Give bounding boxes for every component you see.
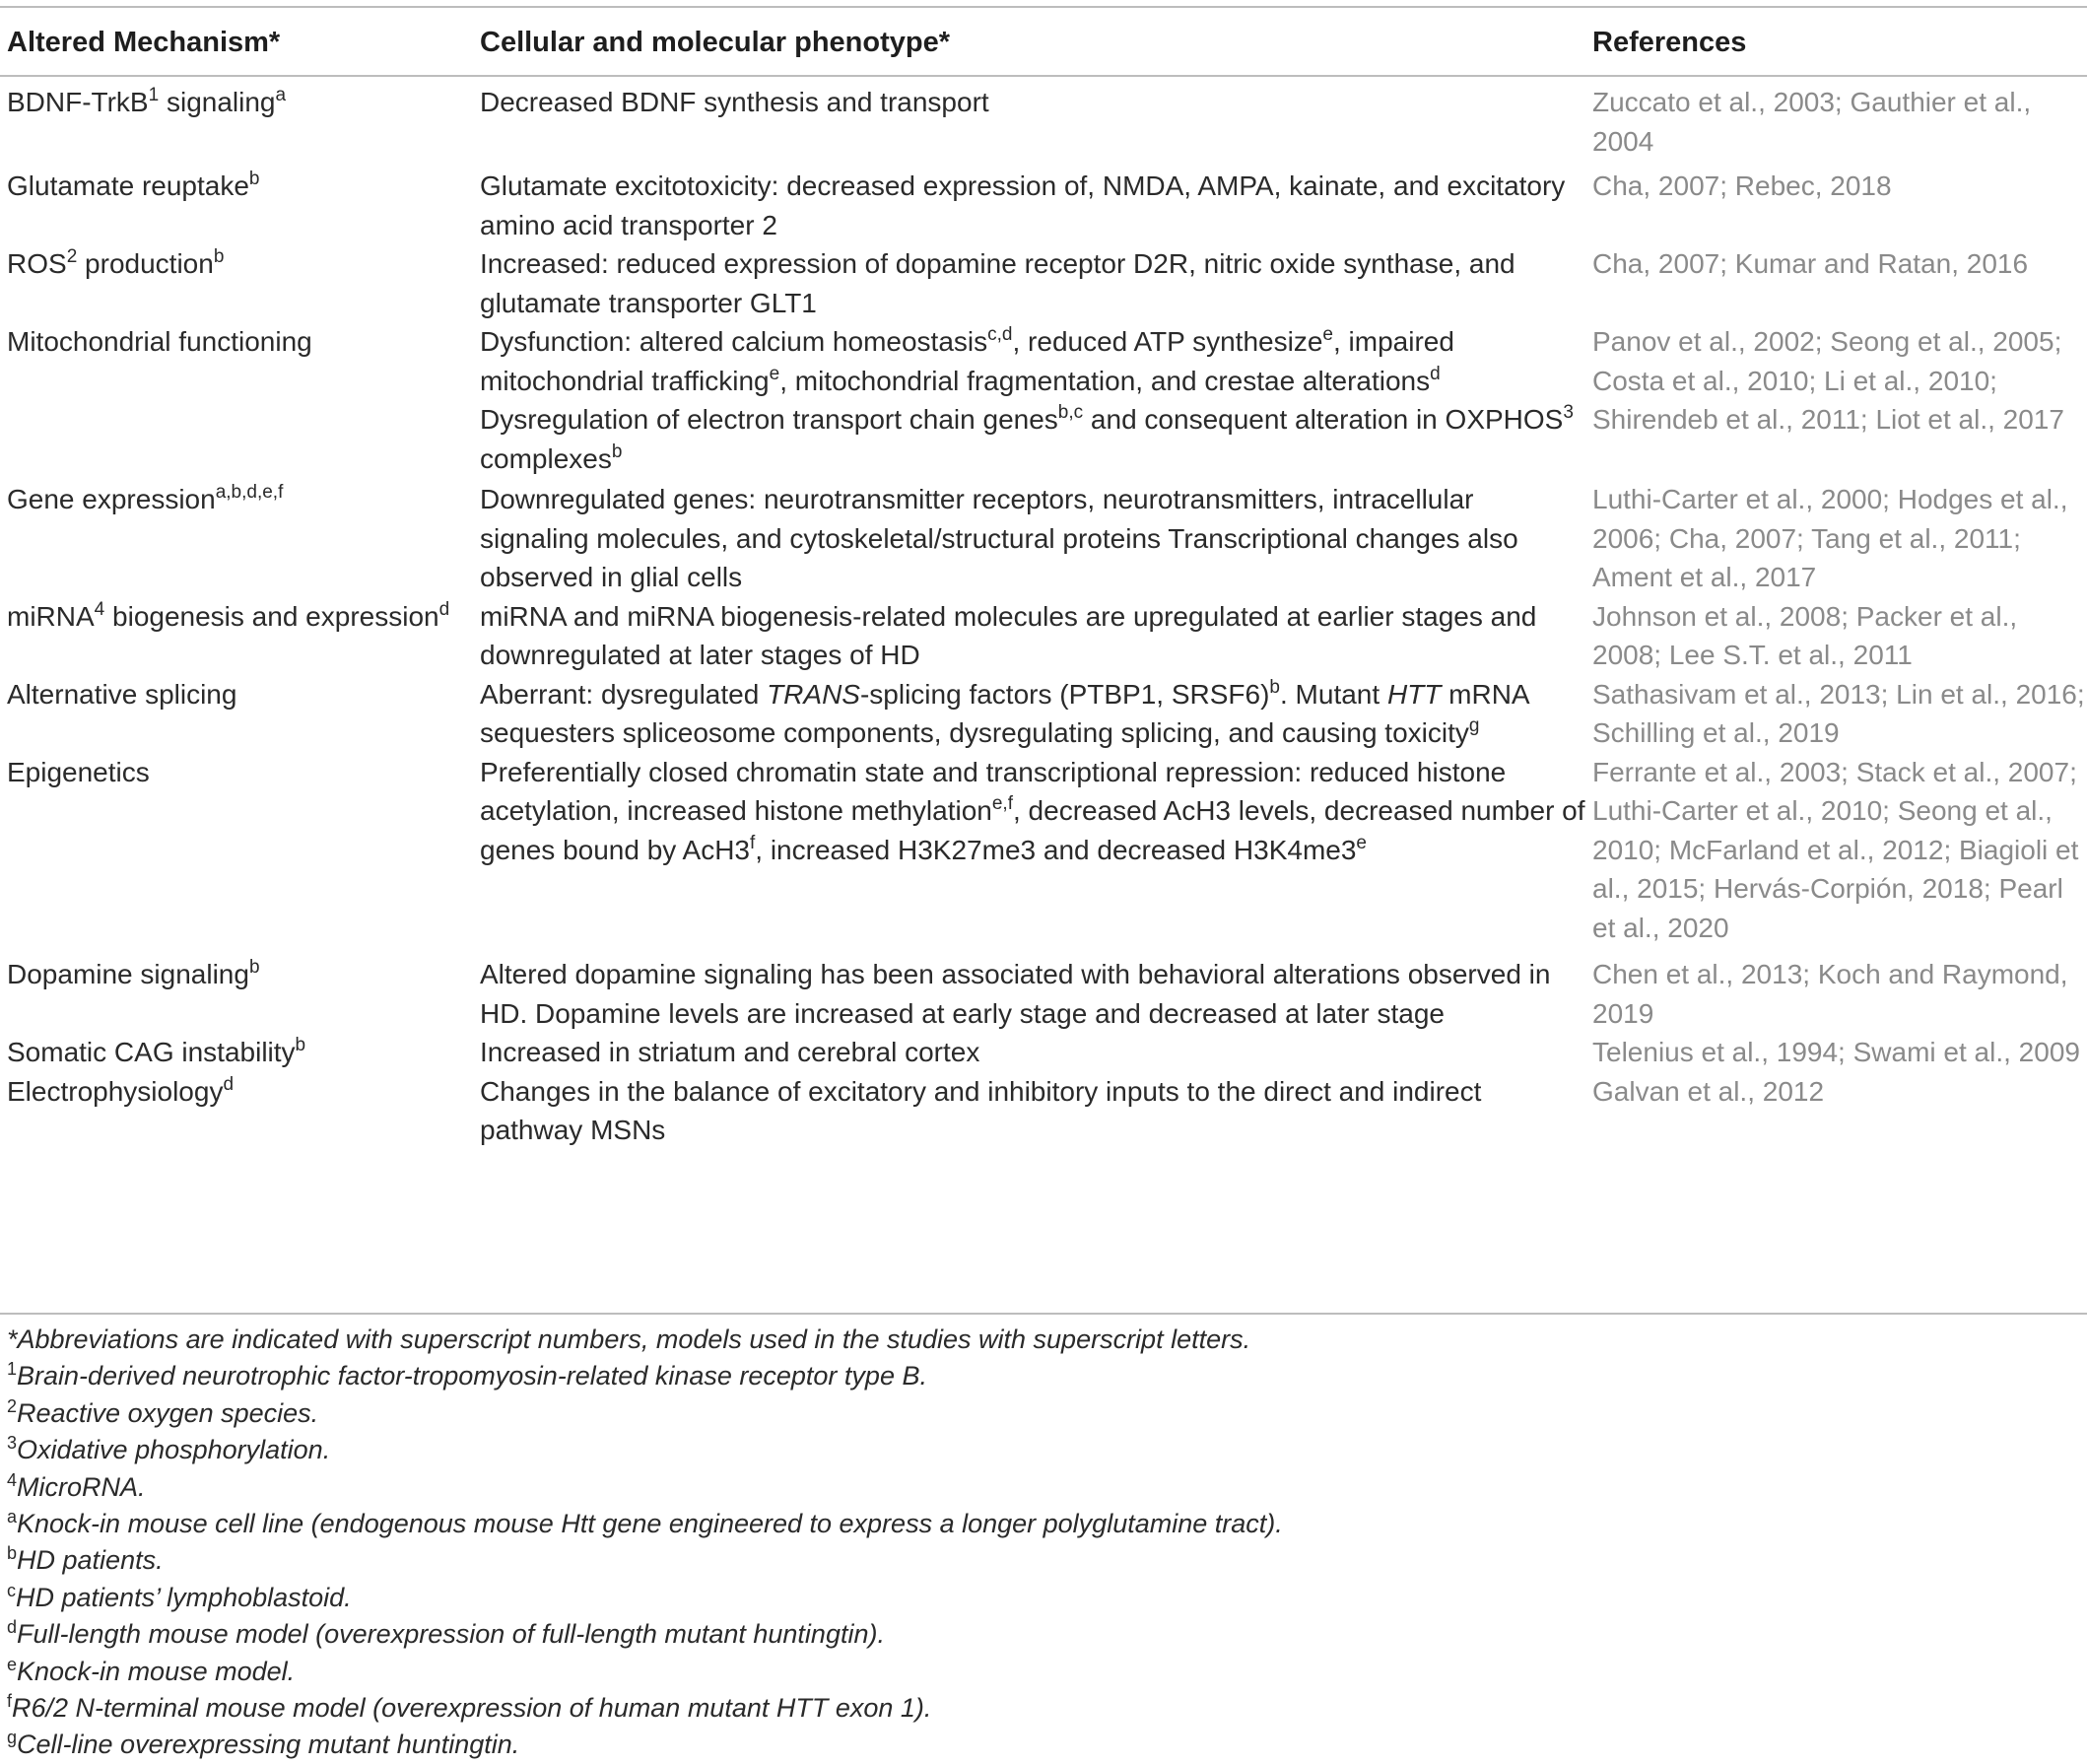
footnote [7, 1395, 2076, 1432]
footnote [7, 1322, 2076, 1358]
header-mechanism: Altered Mechanism* [7, 26, 281, 58]
cell-phenotype: Increased in striatum and cerebral cortex [480, 1037, 980, 1067]
footnote-text: Cell-line overexpressing mutant huntingtin. [17, 1730, 520, 1760]
table-row [0, 244, 2087, 322]
table-footnotes [7, 1322, 2076, 1764]
cell-mechanism: Gene expression$^{a,b,d,e,f}$ [7, 482, 284, 514]
table-row [0, 73, 2087, 167]
cell-references: Cha, 2007; Kumar and Ratan, 2016 [1592, 248, 2029, 279]
cell-phenotype: Changes in the balance of excitatory and inhibitory inputs to the direct and indirect pathway MSNs [480, 1075, 1482, 1145]
footnote-text: Brain-derived neurotrophic factor-tropomyosin-related kinase receptor type B. [17, 1361, 927, 1391]
cell-references: Telenius et al., 1994; Swami et al., 2009 [1592, 1037, 2080, 1067]
table-header-row [0, 12, 2087, 73]
cell-references: Zuccato et al., 2003; Gauthier et al., 2004 [1592, 87, 2032, 157]
cell-phenotype: Dysfunction: altered calcium homeostasis$^{c,d}$, reduced ATP synthesize$^e$, impaired mitochondrial trafficking$^e$, mitochondrial fragmentation, and crestae alterations$^d$ Dysregulation of electron transport chain genes$^{b,c}$ and consequent alteration in OXPHOS$^3$ complexes$^b$ [480, 324, 1574, 474]
footnote-mark: 2 [7, 1395, 18, 1416]
cell-references: Sathasivam et al., 2013; Lin et al., 2016; Schilling et al., 2019 [1592, 678, 2085, 748]
cell-mechanism: Alternative splicing [7, 678, 237, 710]
table-row [0, 597, 2087, 675]
footnote-text: *Abbreviations are indicated with superscript numbers, models used in the studies with superscript letters. [7, 1324, 1251, 1354]
footnote-mark: a [7, 1507, 18, 1527]
footnote [7, 1358, 2076, 1394]
cell-references: Panov et al., 2002; Seong et al., 2005; Costa et al., 2010; Li et al., 2010; Shirendeb et al., 2011; Liot et al., 2017 [1592, 326, 2064, 435]
footnote [7, 1616, 2076, 1653]
cell-mechanism: ROS$^2$ production$^b$ [7, 246, 225, 279]
cell-phenotype: Decreased BDNF synthesis and transport [480, 87, 989, 117]
table-bottom-rule [0, 1313, 2087, 1315]
cell-phenotype: Preferentially closed chromatin state and transcriptional repression: reduced histone acetylation, increased histone methylation$^{e,f}$, decreased AcH3 levels, decreased number of genes bound by AcH3$^f$, increased H3K27me3 and decreased H3K4me3e [480, 756, 1585, 865]
footnote-mark: d [7, 1617, 18, 1638]
cell-mechanism: Dopamine signaling$^b$ [7, 957, 260, 989]
table-row [0, 753, 2087, 948]
header-phenotype: Cellular and molecular phenotype* [480, 26, 950, 58]
footnote [7, 1506, 2076, 1542]
cell-phenotype: Aberrant: dysregulated TRANS-splicing factors (PTBP1, SRSF6)$^b$. Mutant HTT mRNA sequesters spliceosome components, dysregulating splicing, and causing toxicity$^g$ [480, 676, 1529, 748]
footnote [7, 1690, 2076, 1727]
footnote-mark: 1 [7, 1359, 18, 1380]
cell-mechanism: miRNA$^4$ biogenesis and expression$^d$ [7, 598, 450, 632]
cell-phenotype: Glutamate excitotoxicity: decreased expression of, NMDA, AMPA, kainate, and excitatory amino acid transporter 2 [480, 170, 1566, 240]
footnote-mark: f [7, 1691, 13, 1712]
footnote-text: Knock-in mouse model. [17, 1656, 296, 1686]
footnote-text: HD patients. [17, 1545, 164, 1576]
header-references: References [1592, 26, 1747, 58]
cell-mechanism: Electrophysiology$^d$ [7, 1073, 235, 1107]
footnote-mark: 3 [7, 1433, 18, 1454]
footnote-text: HD patients’ lymphoblastoid. [16, 1582, 352, 1612]
cell-mechanism: Glutamate reuptake$^b$ [7, 169, 260, 201]
cell-phenotype: Downregulated genes: neurotransmitter receptors, neurotransmitters, intracellular signaling molecules, and cytoskeletal/structural proteins Transcriptional changes also observed in glial cells [480, 484, 1518, 592]
cell-references: Cha, 2007; Rebec, 2018 [1592, 170, 1892, 201]
footnote [7, 1654, 2076, 1690]
cell-references: Galvan et al., 2012 [1592, 1075, 1825, 1107]
table-top-rule [0, 6, 2087, 8]
footnote [7, 1469, 2076, 1506]
footnote-mark: 4 [7, 1469, 18, 1490]
table-row [0, 1072, 2087, 1150]
cell-references: Ferrante et al., 2003; Stack et al., 2007; Luthi-Carter et al., 2010; Seong et al., 2010; McFarland et al., 2012; Biagioli et al., 2015; Hervás-Corpión, 2018; Pearl et al., 2020 [1592, 756, 2079, 943]
table-row [0, 167, 2087, 244]
footnote [7, 1542, 2076, 1579]
footnote-text: Knock-in mouse cell line (endogenous mouse Htt gene engineered to express a longer polyglutamine tract). [17, 1509, 1283, 1539]
table-row [0, 947, 2087, 1033]
footnote-mark: b [7, 1543, 18, 1564]
table-row [0, 322, 2087, 480]
footnote-text: Reactive oxygen species. [17, 1397, 319, 1428]
cell-mechanism: Mitochondrial functioning [7, 326, 312, 357]
table-body [0, 73, 2087, 1150]
footnote-mark: g [7, 1728, 18, 1748]
cell-phenotype: Altered dopamine signaling has been associated with behavioral alterations observed in HD. Dopamine levels are increased at early stage and decreased at later stage [480, 959, 1551, 1029]
cell-references: Johnson et al., 2008; Packer et al., 2008; Lee S.T. et al., 2011 [1592, 600, 2018, 670]
cell-references: Chen et al., 2013; Koch and Raymond, 2019 [1592, 959, 2068, 1029]
footnote [7, 1432, 2076, 1468]
footnote-text: MicroRNA. [17, 1471, 146, 1502]
footnote-mark: e [7, 1654, 18, 1674]
table-row [0, 675, 2087, 753]
footnote-mark: c [7, 1580, 16, 1600]
cell-references: Luthi-Carter et al., 2000; Hodges et al., 2006; Cha, 2007; Tang et al., 2011; Ament et al., 2017 [1592, 484, 2068, 592]
cell-mechanism: Somatic CAG instability$^b$ [7, 1035, 306, 1067]
cell-mechanism: Epigenetics [7, 756, 150, 787]
table-row [0, 1033, 2087, 1072]
footnote [7, 1727, 2076, 1763]
table-row [0, 480, 2087, 597]
mechanisms-table [0, 12, 2087, 1150]
footnote-text: Full-length mouse model (overexpression of full-length mutant huntingtin). [17, 1619, 885, 1650]
cell-mechanism: BDNF-TrkB$^1$ signaling$^a$ [7, 85, 287, 117]
cell-phenotype: miRNA and miRNA biogenesis-related molecules are upregulated at earlier stages and downregulated at later stages of HD [480, 600, 1537, 670]
footnote-text: Oxidative phosphorylation. [17, 1435, 331, 1465]
footnote [7, 1580, 2076, 1616]
cell-phenotype: Increased: reduced expression of dopamine receptor D2R, nitric oxide synthase, and glutamate transporter GLT1 [480, 248, 1515, 318]
footnote-text: R6/2 N-terminal mouse model (overexpression of human mutant HTT exon 1). [12, 1693, 932, 1724]
